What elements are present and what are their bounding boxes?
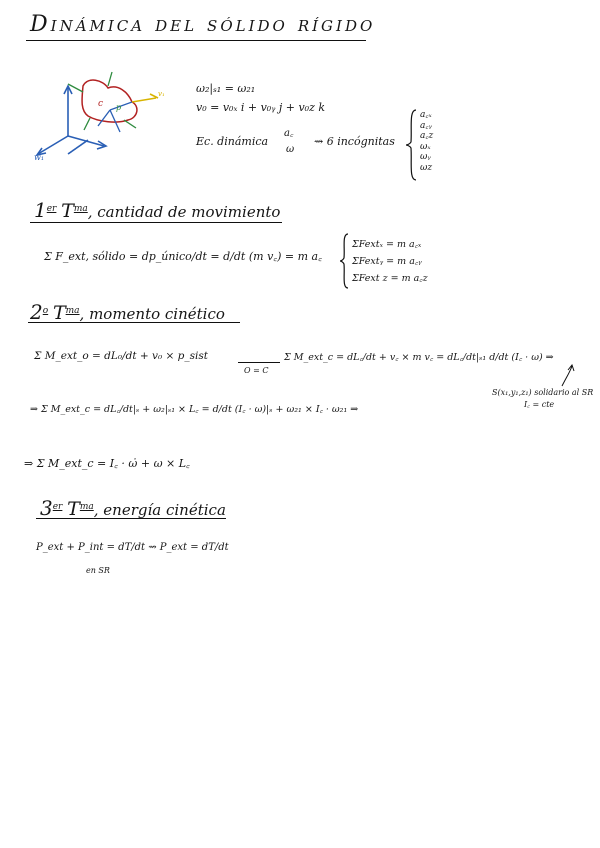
unknown-item: a꜀z [420,131,434,141]
velocity-vector [132,98,156,102]
body-center-label: c [98,99,104,109]
unknowns-list [420,110,433,173]
component-equation: ΣFext z = m a꜀z [352,273,428,284]
unknowns-count: ⇝ 6 incógnitas [314,135,395,148]
section-1-underline [30,222,282,223]
vector-w: ω [286,144,295,155]
note-arrow [558,364,578,388]
unknown-item: ωz [420,162,433,173]
rigid-body-outline [82,80,137,122]
section-2-underline [28,322,240,323]
theorem-2-eq1-right: Σ M_ext_c = dL꜀/dt + v꜀ × m v꜀ = dL꜀/dt|ₛ₁ d/dt (I꜀ · ω) ⇒ [284,352,554,363]
theorem-1-equation: Σ F_ext, sólido = dp_único/dt = d/dt (m v꜀) = m a꜀ [44,250,322,263]
unknown-item: ωₓ [420,141,431,152]
page-title: Dinámica del sólido rígido [30,12,376,37]
theorem-2-eq2: ⇒ Σ M_ext_c = dL꜀/dt|ₛ + ω₂|ₛ₁ × L꜀ = d/dt (I꜀ · ω)|ₛ + ω₂₁ × I꜀ · ω₂₁ ⇒ [30,404,359,415]
component-equation: ΣFextᵧ = m a꜀ᵧ [352,256,422,267]
theorem-3-equation: P_ext + P_int = dT/dt ⇝ P_ext = dT/dt [36,542,229,553]
section-1-title: 1er $T^{ma}$, cantidad de movimiento [34,198,281,222]
kinematics-line-1: ω₂|ₛ₁ = ω₂₁ [196,82,256,95]
component-equation: ΣFextₓ = m a꜀ₓ [352,239,422,250]
implication-arrow [238,362,280,363]
title-underline [26,40,366,41]
point-label: p [116,103,122,112]
w1-label: w₁ [34,153,45,162]
theorem-2-eq3: ⇒ Σ M_ext_c = I꜀ · ω̇ + ω × L꜀ [24,457,190,470]
unknowns-brace [404,108,420,182]
theorem-1-components [352,236,428,287]
frame-note-2: I꜀ = cte [524,400,555,409]
arrow-condition: O = C [244,366,269,375]
body-frame-axes [98,102,132,132]
dynamic-equation-label: Ec. dinámica [196,135,269,148]
theorem-3-note: en SR [86,566,110,575]
unknown-item: ωᵧ [420,152,431,162]
unknown-item: a꜀ᵧ [420,120,432,131]
unknown-item: a꜀ₓ [420,110,432,120]
v1-label: v₁ [158,90,165,98]
section-2-title: 2$^o$ $T^{ma}$, momento cinético [30,300,225,324]
theorem-1-brace [338,232,350,290]
section-3-underline [36,518,226,519]
theorem-2-eq1-left: Σ M_ext_o = dL₀/dt + v₀ × p_sist [34,350,208,362]
frame-note-1: S(x₁,y₁,z₁) solidario al SR [492,388,594,397]
kinematics-line-2: v₀ = v₀ₓ i + v₀ᵧ j + v₀z k [196,101,326,114]
section-3-title: 3er $T^{ma}$, energía cinética [40,496,226,520]
vector-a: a꜀ [284,128,294,139]
rigid-body-diagram [28,58,188,173]
fixed-frame-axes [37,86,106,155]
